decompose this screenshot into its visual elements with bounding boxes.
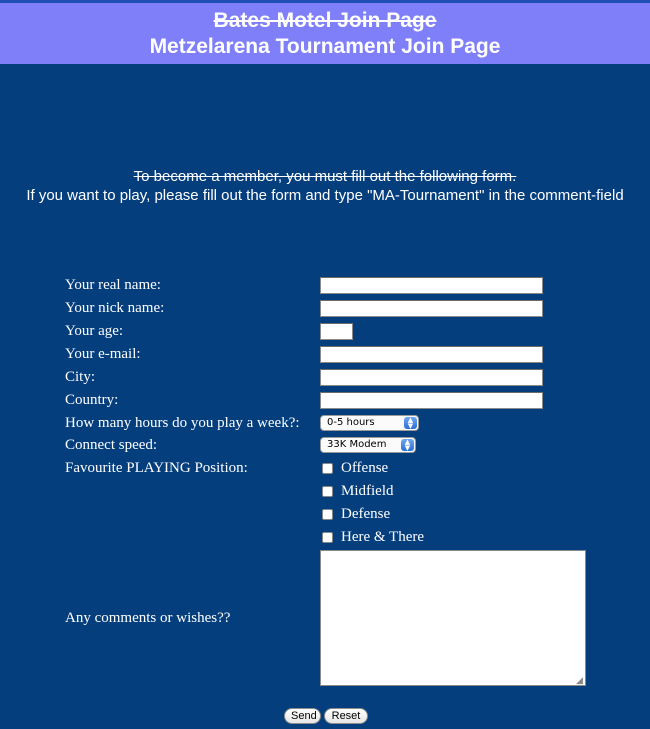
speed-label: Connect speed: [65, 437, 158, 453]
old-page-title: Bates Motel Join Page [213, 9, 437, 32]
age-input[interactable] [320, 323, 353, 340]
defense-label: Defense [341, 506, 391, 522]
real-name-label: Your real name: [65, 277, 161, 293]
nick-name-label: Your nick name: [65, 300, 165, 316]
intro-line: If you want to play, please fill out the form and type "MA-Tournament" in the comment-field [26, 187, 624, 204]
midfield-checkbox[interactable] [322, 486, 333, 497]
hours-label: How many hours do you play a week?: [65, 415, 300, 431]
country-label: Country: [65, 392, 119, 408]
select-arrows-icon: ▲ ▼ [404, 417, 417, 429]
nick-name-input[interactable] [320, 300, 543, 317]
select-arrows-icon: ▲ ▼ [401, 439, 414, 451]
real-name-input[interactable] [320, 277, 543, 294]
midfield-label: Midfield [341, 483, 394, 499]
speed-select[interactable] [320, 437, 416, 453]
speed-select-value: 33K Modem [327, 439, 387, 450]
email-label: Your e-mail: [65, 346, 141, 362]
hours-select-value: 0-5 hours [327, 417, 375, 428]
defense-checkbox[interactable] [322, 509, 333, 520]
here-and-there-label: Here & There [341, 529, 425, 545]
reset-button[interactable]: Reset [324, 708, 368, 724]
page-title: Metzelarena Tournament Join Page [149, 35, 501, 58]
age-label: Your age: [65, 323, 124, 339]
intro-text [0, 167, 650, 205]
city-label: City: [65, 369, 96, 385]
city-input[interactable] [320, 369, 543, 386]
offense-checkbox[interactable] [322, 463, 333, 474]
old-intro-line: To become a member, you must fill out the following form. [133, 168, 517, 185]
hours-select[interactable] [320, 415, 419, 431]
here-and-there-checkbox[interactable] [322, 532, 333, 543]
comments-label: Any comments or wishes?? [65, 610, 231, 626]
comments-textarea[interactable] [320, 550, 586, 686]
country-input[interactable] [320, 392, 543, 409]
position-label: Favourite PLAYING Position: [65, 460, 248, 476]
email-input[interactable] [320, 346, 543, 363]
send-button[interactable]: Send [284, 708, 321, 724]
page-header [0, 3, 650, 64]
offense-label: Offense [341, 460, 389, 476]
resize-grip-icon[interactable]: ◢ [576, 675, 583, 685]
